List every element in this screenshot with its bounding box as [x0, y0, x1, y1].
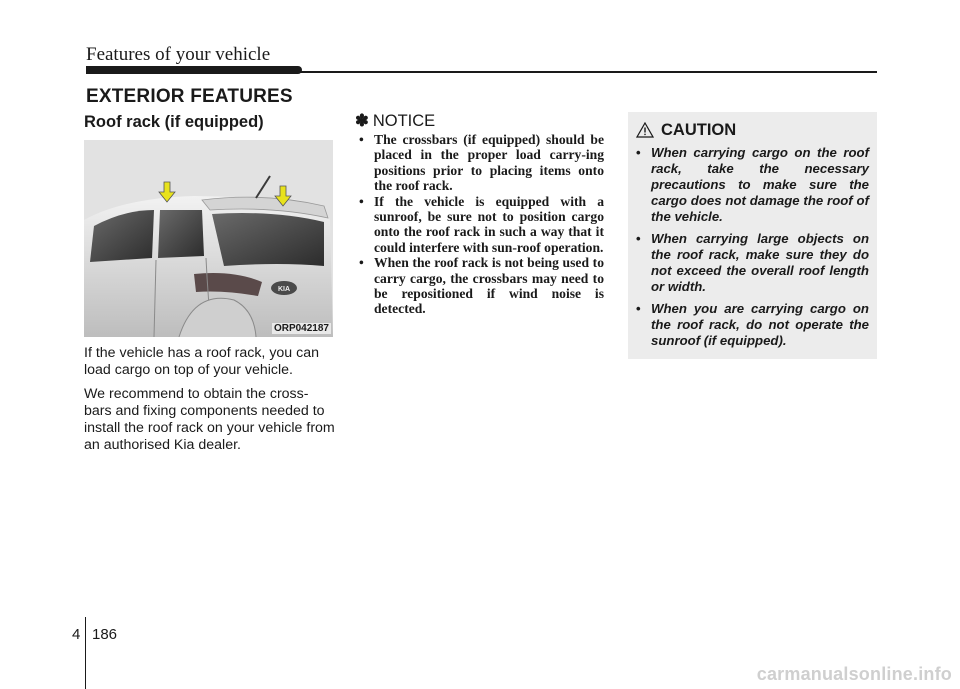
- notice-list: [355, 132, 604, 317]
- list-item: • When carrying large objects on the roof rack, make sure they do not exceed the overall roof length or width.: [636, 231, 869, 295]
- subsection-title: Roof rack (if equipped): [84, 113, 264, 131]
- notice-mark-icon: ✽: [355, 112, 369, 130]
- watermark: carmanualsonline.info: [756, 664, 952, 684]
- header-bar: [86, 66, 302, 74]
- list-item: • When you are carrying cargo on the roof rack, do not operate the sunroof (if equipped).: [636, 301, 869, 349]
- list-item: • When carrying cargo on the roof rack, take the necessary precautions to make sure the cargo does not damage the roof of the vehicle.: [636, 145, 869, 225]
- list-item: • The crossbars (if equipped) should be placed in the proper load carry-ing positions prior to placing items onto the roof rack.: [355, 132, 604, 194]
- page-number: 186: [92, 626, 118, 643]
- notice-title: NOTICE: [372, 112, 436, 130]
- warning-icon: [636, 122, 654, 138]
- roof-rack-figure: [84, 140, 333, 337]
- car-rear-illustration: [84, 140, 333, 337]
- section-title: EXTERIOR FEATURES: [86, 86, 293, 107]
- notice-heading: [355, 111, 435, 131]
- body-paragraph: If the vehicle has a roof rack, you can load cargo on top of your vehicle.: [84, 345, 320, 378]
- header-rule: [300, 71, 877, 73]
- list-item: • If the vehicle is equipped with a sunroof, be sure not to position cargo onto the roof rack in such a way that it could interfere with sun-roof operation.: [355, 194, 604, 256]
- figure-code: ORP042187: [273, 323, 329, 334]
- page-header-title: Features of your vehicle: [86, 44, 271, 65]
- list-item: • When the roof rack is not being used to carry cargo, the crossbars may need to be repositioned if wind noise is detected.: [355, 255, 604, 317]
- caution-list: [636, 145, 869, 355]
- caution-title: CAUTION: [661, 121, 737, 139]
- page-divider: [85, 617, 86, 689]
- svg-text:KIA: KIA: [277, 286, 291, 293]
- chapter-number: 4: [72, 626, 81, 643]
- body-paragraph: We recommend to obtain the cross-bars and fixing components needed to install the roof rack on your vehicle from an authorised Kia dealer.: [84, 386, 335, 453]
